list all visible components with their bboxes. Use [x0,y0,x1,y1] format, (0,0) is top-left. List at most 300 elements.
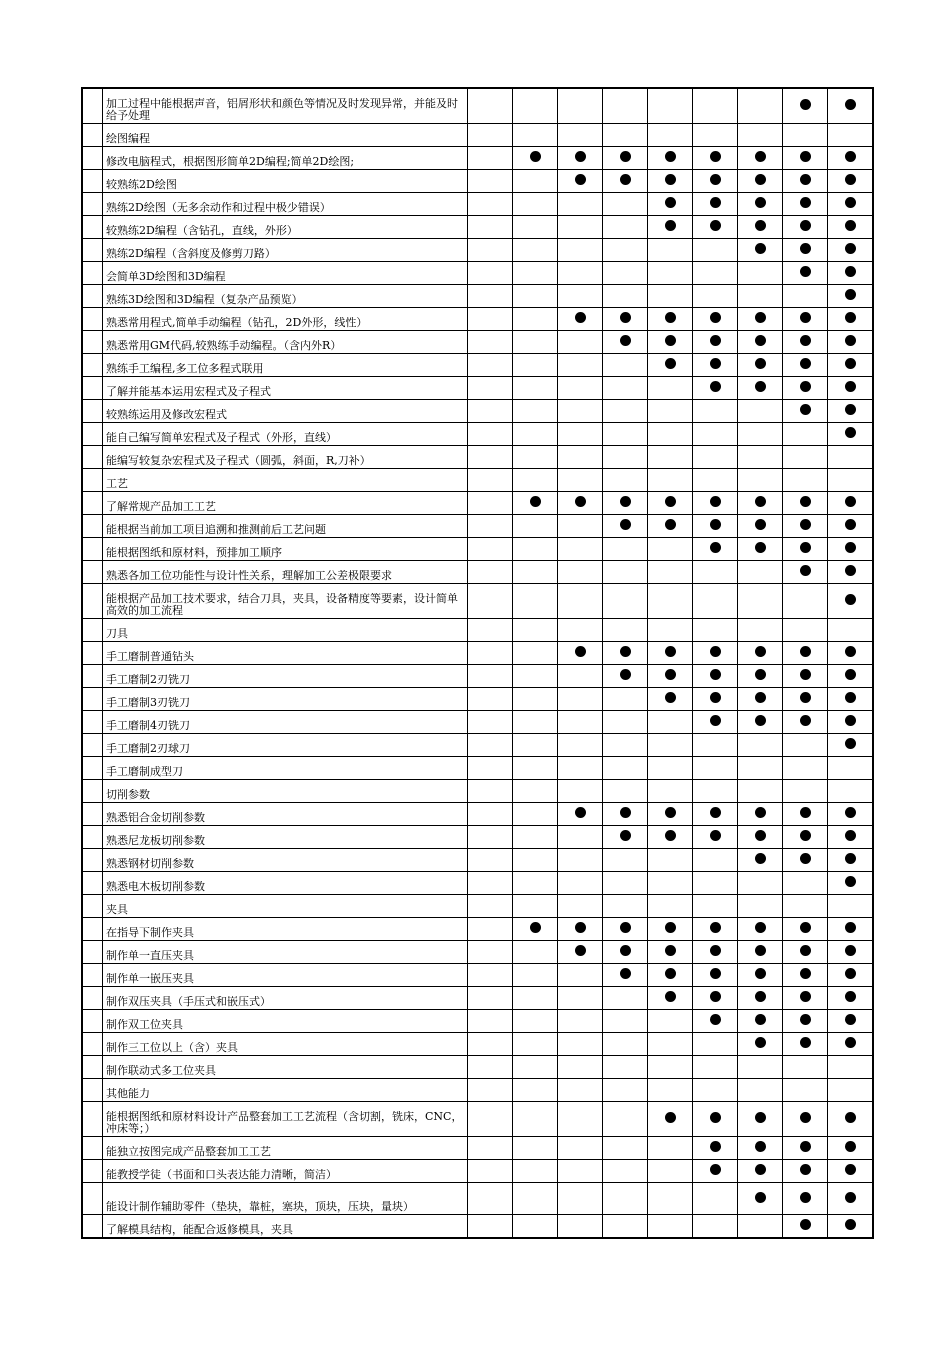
level-cell-2 [558,1215,603,1239]
row-index-cell [82,642,103,665]
level-cell-4 [648,964,693,987]
level-cell-7 [783,239,828,262]
level-cell-1 [513,849,558,872]
skill-description-cell [103,262,468,285]
level-cell-6 [738,1160,783,1183]
level-cell-4 [648,446,693,469]
skill-description-cell [103,1079,468,1102]
level-cell-4 [648,239,693,262]
level-cell-5 [693,377,738,400]
level-cell-5 [693,1079,738,1102]
table-row [82,354,873,377]
filled-dot-icon [755,1164,766,1175]
table-row [82,1215,873,1239]
level-cell-5 [693,826,738,849]
row-index-cell [82,987,103,1010]
row-index-cell [82,331,103,354]
filled-dot-icon [665,922,676,933]
skill-description-cell [103,216,468,239]
skill-description: 能独立按图完成产品整套加工工艺 [106,1146,271,1158]
level-cell-1 [513,1102,558,1137]
level-cell-6 [738,584,783,619]
table-row [82,262,873,285]
filled-dot-icon [845,853,856,864]
level-cell-2 [558,561,603,584]
empty-level-cell [468,826,513,849]
skill-description: 制作三工位以上（含）夹具 [106,1042,238,1054]
level-cell-1 [513,400,558,423]
filled-dot-icon [800,335,811,346]
level-cell-7 [783,895,828,918]
filled-dot-icon [665,358,676,369]
skill-description-cell [103,170,468,193]
row-index-cell [82,1183,103,1215]
level-cell-2 [558,216,603,239]
level-cell-6 [738,688,783,711]
filled-dot-icon [845,289,856,300]
skill-description: 手工磨制2刃铣刀 [106,674,190,686]
level-cell-2 [558,262,603,285]
level-cell-5 [693,1010,738,1033]
level-cell-4 [648,711,693,734]
filled-dot-icon [845,715,856,726]
table-row [82,423,873,446]
level-cell-2 [558,1056,603,1079]
level-cell-2 [558,987,603,1010]
skill-description-cell [103,826,468,849]
skill-description-cell [103,1102,468,1137]
filled-dot-icon [845,404,856,415]
skill-description: 制作双工位夹具 [106,1019,183,1031]
skill-description: 手工磨制4刃铣刀 [106,720,190,732]
level-cell-4 [648,538,693,561]
table-row [82,734,873,757]
empty-level-cell [468,331,513,354]
level-cell-4 [648,88,693,124]
level-cell-2 [558,1033,603,1056]
table-row [82,285,873,308]
table-row [82,147,873,170]
filled-dot-icon [755,807,766,818]
skill-description-cell [103,642,468,665]
table-row [82,538,873,561]
filled-dot-icon [800,174,811,185]
level-cell-4 [648,515,693,538]
filled-dot-icon [800,1219,811,1230]
filled-dot-icon [800,496,811,507]
level-cell-2 [558,1079,603,1102]
level-cell-7 [783,1137,828,1160]
level-cell-3 [603,711,648,734]
level-cell-6 [738,354,783,377]
level-cell-5 [693,492,738,515]
level-cell-3 [603,619,648,642]
level-cell-7 [783,400,828,423]
row-index-cell [82,584,103,619]
skill-description: 熟悉各加工位功能性与设计性关系，理解加工公差极限要求 [106,570,392,582]
skill-description: 熟练2D绘图（无多余动作和过程中极少错误） [106,202,331,214]
level-cell-8 [828,354,874,377]
level-cell-6 [738,642,783,665]
filled-dot-icon [710,669,721,680]
level-cell-6 [738,1215,783,1239]
level-cell-8 [828,492,874,515]
skill-description: 手工磨制普通钻头 [106,651,194,663]
level-cell-2 [558,895,603,918]
filled-dot-icon [800,312,811,323]
row-index-cell [82,688,103,711]
skill-description-cell [103,941,468,964]
skill-description: 了解并能基本运用宏程式及子程式 [106,386,271,398]
filled-dot-icon [845,968,856,979]
level-cell-4 [648,147,693,170]
level-cell-7 [783,872,828,895]
level-cell-4 [648,1215,693,1239]
level-cell-7 [783,826,828,849]
filled-dot-icon [665,945,676,956]
filled-dot-icon [620,312,631,323]
table-row [82,239,873,262]
filled-dot-icon [710,968,721,979]
level-cell-1 [513,423,558,446]
filled-dot-icon [620,174,631,185]
level-cell-2 [558,170,603,193]
level-cell-4 [648,734,693,757]
row-index-cell [82,1215,103,1239]
row-index-cell [82,124,103,147]
filled-dot-icon [755,174,766,185]
level-cell-3 [603,193,648,216]
skill-description-cell [103,734,468,757]
filled-dot-icon [665,519,676,530]
filled-dot-icon [845,1037,856,1048]
level-cell-1 [513,124,558,147]
empty-level-cell [468,239,513,262]
level-cell-7 [783,538,828,561]
row-index-cell [82,1137,103,1160]
level-cell-3 [603,170,648,193]
level-cell-2 [558,1160,603,1183]
filled-dot-icon [620,151,631,162]
level-cell-6 [738,262,783,285]
level-cell-7 [783,216,828,239]
filled-dot-icon [800,830,811,841]
skill-description-cell [103,711,468,734]
filled-dot-icon [800,381,811,392]
skill-description-cell [103,446,468,469]
level-cell-8 [828,377,874,400]
filled-dot-icon [665,220,676,231]
level-cell-6 [738,1033,783,1056]
skill-description: 了解模具结构，能配合返修模具，夹具 [106,1224,293,1236]
filled-dot-icon [845,945,856,956]
filled-dot-icon [755,922,766,933]
skill-description: 能编写较复杂宏程式及子程式（圆弧，斜面，R,刀补） [106,455,371,467]
table-row [82,1079,873,1102]
filled-dot-icon [800,922,811,933]
level-cell-2 [558,331,603,354]
skill-description-cell [103,285,468,308]
filled-dot-icon [620,335,631,346]
skill-description: 较熟练运用及修改宏程式 [106,409,227,421]
filled-dot-icon [800,1112,811,1123]
level-cell-5 [693,446,738,469]
row-index-cell [82,849,103,872]
level-cell-1 [513,331,558,354]
level-cell-1 [513,1183,558,1215]
level-cell-8 [828,1056,874,1079]
skill-description: 修改电脑程式，根据图形简单2D编程;简单2D绘图; [106,156,355,168]
filled-dot-icon [845,358,856,369]
skill-description-cell [103,849,468,872]
row-index-cell [82,780,103,803]
filled-dot-icon [800,565,811,576]
table-row [82,964,873,987]
filled-dot-icon [800,151,811,162]
level-cell-2 [558,423,603,446]
level-cell-8 [828,665,874,688]
empty-level-cell [468,446,513,469]
level-cell-8 [828,1033,874,1056]
row-index-cell [82,492,103,515]
filled-dot-icon [845,922,856,933]
level-cell-4 [648,1102,693,1137]
level-cell-5 [693,1056,738,1079]
skill-description: 熟悉电木板切削参数 [106,881,205,893]
filled-dot-icon [755,945,766,956]
level-cell-6 [738,1183,783,1215]
level-cell-2 [558,492,603,515]
level-cell-1 [513,826,558,849]
level-cell-8 [828,1215,874,1239]
level-cell-7 [783,734,828,757]
empty-level-cell [468,492,513,515]
level-cell-1 [513,711,558,734]
level-cell-8 [828,216,874,239]
level-cell-8 [828,1160,874,1183]
filled-dot-icon [620,646,631,657]
level-cell-7 [783,1102,828,1137]
filled-dot-icon [755,243,766,254]
filled-dot-icon [800,1164,811,1175]
filled-dot-icon [710,1164,721,1175]
skill-description-cell [103,308,468,331]
table-row [82,619,873,642]
filled-dot-icon [800,404,811,415]
skill-description: 能教授学徒（书面和口头表达能力清晰，简洁） [106,1169,337,1181]
filled-dot-icon [575,945,586,956]
skill-description: 夹具 [106,904,128,916]
empty-level-cell [468,688,513,711]
filled-dot-icon [845,991,856,1002]
row-index-cell [82,216,103,239]
level-cell-7 [783,849,828,872]
filled-dot-icon [755,151,766,162]
level-cell-7 [783,147,828,170]
table-row [82,826,873,849]
level-cell-8 [828,515,874,538]
row-index-cell [82,239,103,262]
level-cell-7 [783,987,828,1010]
filled-dot-icon [710,381,721,392]
level-cell-8 [828,849,874,872]
level-cell-3 [603,423,648,446]
level-cell-6 [738,88,783,124]
empty-level-cell [468,1056,513,1079]
filled-dot-icon [710,991,721,1002]
filled-dot-icon [575,646,586,657]
skill-description: 能根据图纸和原材料，预排加工顺序 [106,547,282,559]
empty-level-cell [468,561,513,584]
level-cell-7 [783,1079,828,1102]
skill-description: 较熟练2D绘图 [106,179,177,191]
level-cell-1 [513,872,558,895]
empty-level-cell [468,642,513,665]
filled-dot-icon [575,496,586,507]
filled-dot-icon [800,220,811,231]
level-cell-7 [783,1010,828,1033]
skill-description: 制作单一直压夹具 [106,950,194,962]
level-cell-4 [648,987,693,1010]
level-cell-8 [828,872,874,895]
level-cell-5 [693,193,738,216]
skill-description: 熟悉尼龙板切削参数 [106,835,205,847]
skill-description: 工艺 [106,478,128,490]
skill-description-cell [103,1056,468,1079]
skill-description: 制作单一嵌压夹具 [106,973,194,985]
level-cell-6 [738,1137,783,1160]
filled-dot-icon [755,1141,766,1152]
filled-dot-icon [800,1192,811,1203]
level-cell-6 [738,964,783,987]
filled-dot-icon [710,496,721,507]
level-cell-4 [648,665,693,688]
level-cell-8 [828,469,874,492]
empty-level-cell [468,285,513,308]
level-cell-7 [783,711,828,734]
level-cell-2 [558,619,603,642]
row-index-cell [82,895,103,918]
level-cell-1 [513,1079,558,1102]
filled-dot-icon [755,358,766,369]
level-cell-6 [738,987,783,1010]
level-cell-3 [603,400,648,423]
level-cell-5 [693,895,738,918]
level-cell-3 [603,285,648,308]
empty-level-cell [468,216,513,239]
filled-dot-icon [665,1112,676,1123]
filled-dot-icon [845,565,856,576]
level-cell-5 [693,285,738,308]
filled-dot-icon [710,151,721,162]
level-cell-5 [693,262,738,285]
filled-dot-icon [620,830,631,841]
level-cell-1 [513,515,558,538]
level-cell-2 [558,803,603,826]
level-cell-6 [738,941,783,964]
skill-description: 切削参数 [106,789,150,801]
filled-dot-icon [845,519,856,530]
level-cell-3 [603,1033,648,1056]
level-cell-6 [738,423,783,446]
level-cell-8 [828,1102,874,1137]
level-cell-6 [738,734,783,757]
level-cell-8 [828,262,874,285]
level-cell-6 [738,285,783,308]
filled-dot-icon [575,922,586,933]
level-cell-5 [693,469,738,492]
level-cell-4 [648,331,693,354]
level-cell-3 [603,492,648,515]
level-cell-6 [738,1056,783,1079]
level-cell-5 [693,665,738,688]
level-cell-7 [783,423,828,446]
row-index-cell [82,538,103,561]
level-cell-5 [693,400,738,423]
level-cell-6 [738,216,783,239]
filled-dot-icon [845,496,856,507]
level-cell-5 [693,515,738,538]
level-cell-8 [828,423,874,446]
level-cell-1 [513,1010,558,1033]
level-cell-6 [738,170,783,193]
level-cell-4 [648,170,693,193]
filled-dot-icon [845,151,856,162]
level-cell-4 [648,1183,693,1215]
filled-dot-icon [755,715,766,726]
level-cell-4 [648,918,693,941]
level-cell-4 [648,941,693,964]
level-cell-6 [738,538,783,561]
level-cell-1 [513,1137,558,1160]
level-cell-2 [558,193,603,216]
level-cell-8 [828,308,874,331]
level-cell-2 [558,354,603,377]
level-cell-7 [783,262,828,285]
level-cell-2 [558,964,603,987]
table-row [82,400,873,423]
level-cell-4 [648,1010,693,1033]
table-row [82,1183,873,1215]
row-index-cell [82,354,103,377]
level-cell-3 [603,1137,648,1160]
skill-description-cell [103,803,468,826]
level-cell-8 [828,642,874,665]
skill-description: 制作联动式多工位夹具 [106,1065,216,1077]
skill-description-cell [103,193,468,216]
level-cell-7 [783,1056,828,1079]
level-cell-3 [603,642,648,665]
row-index-cell [82,757,103,780]
level-cell-7 [783,757,828,780]
row-index-cell [82,665,103,688]
skill-description-cell [103,423,468,446]
filled-dot-icon [665,312,676,323]
level-cell-8 [828,918,874,941]
level-cell-4 [648,849,693,872]
level-cell-1 [513,941,558,964]
level-cell-4 [648,803,693,826]
level-cell-3 [603,538,648,561]
level-cell-7 [783,941,828,964]
level-cell-8 [828,331,874,354]
level-cell-4 [648,124,693,147]
table-row [82,711,873,734]
skill-description-cell [103,987,468,1010]
level-cell-3 [603,665,648,688]
level-cell-2 [558,377,603,400]
level-cell-5 [693,561,738,584]
